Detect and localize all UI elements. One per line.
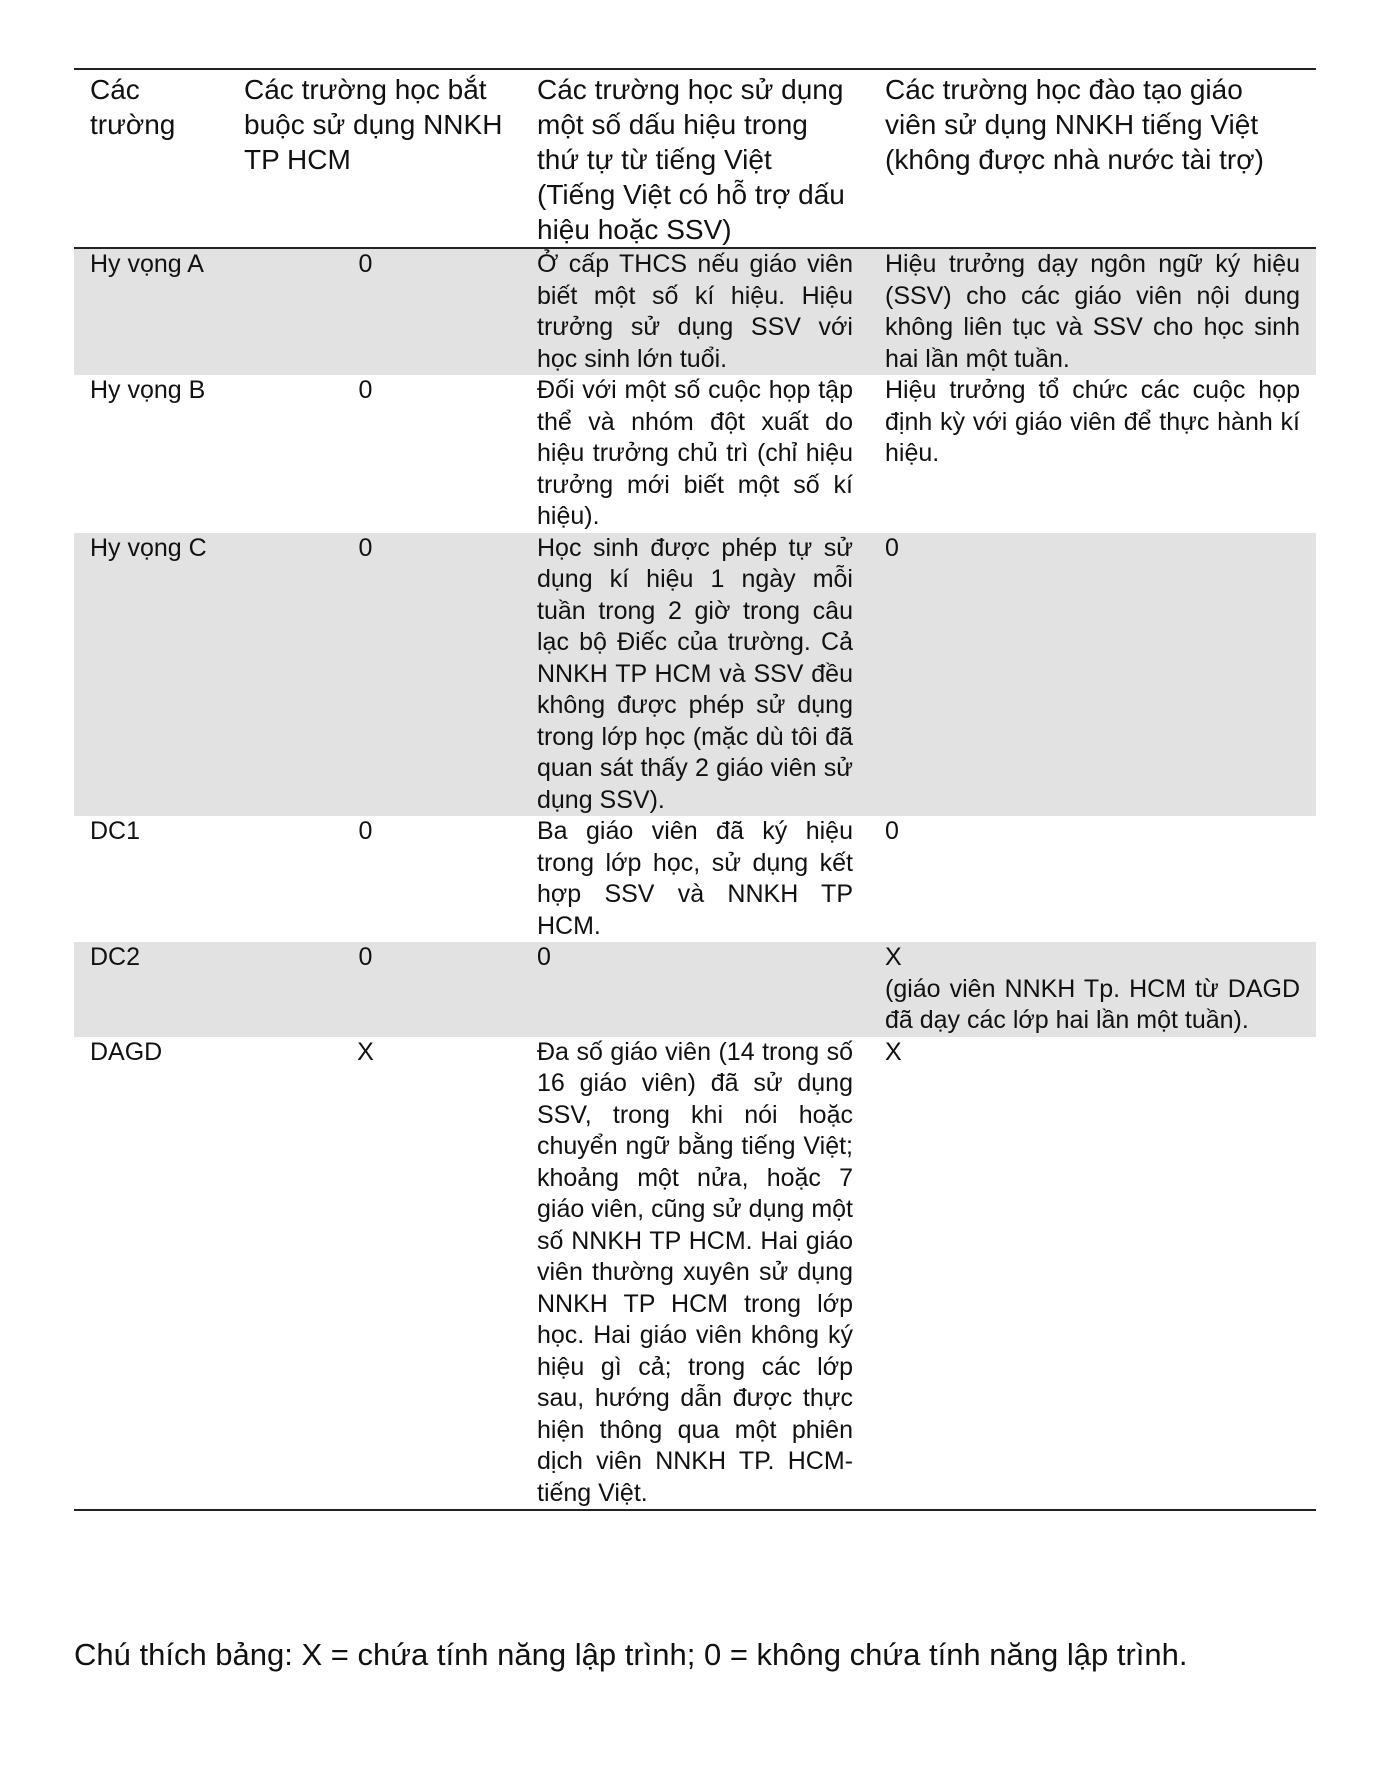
header-schools: Các trường — [90, 74, 176, 140]
table-row — [74, 375, 1316, 533]
schools-table — [74, 68, 1316, 1511]
table-caption: Chú thích bảng: X = chứa tính năng lập trình; 0 = không chứa tính năng lập trình. — [74, 1637, 1188, 1672]
cell-school: Hy vọng C — [74, 533, 228, 817]
cell-some-signs: Học sinh được phép tự sử dụng kí hiệu 1 ngày mỗi tuần trong 2 giờ trong câu lạc bộ Điếc của trường. Cả NNKH TP HCM và SSV đều không được phép sử dụng trong lớp học (mặc dù tôi đã quan sát thấy 2 giáo viên sử dụng SSV). — [521, 533, 869, 817]
cell-training-mark: X — [885, 943, 902, 971]
cell-training: Hiệu trưởng tổ chức các cuộc họp định kỳ với giáo viên để thực hành kí hiệu. — [885, 376, 1300, 467]
cell-mandatory: 0 — [228, 942, 521, 1037]
table-row — [74, 816, 1316, 942]
cell-mandatory: X — [357, 1037, 374, 1066]
cell-school: Hy vọng A — [74, 248, 228, 375]
cell-some-signs: Ba giáo viên đã ký hiệu trong lớp học, sử dụng kết hợp SSV và NNKH TP HCM. — [537, 817, 853, 940]
table-row — [74, 248, 1316, 375]
table-row — [74, 1037, 1316, 1511]
cell-mandatory: 0 — [358, 817, 373, 845]
header-mandatory: Các trường học bắt buộc sử dụng NNKH TP HCM — [244, 74, 503, 175]
cell-school: DC2 — [74, 942, 228, 1037]
cell-training: X — [885, 1037, 902, 1066]
table-row — [74, 533, 1316, 817]
cell-training — [869, 942, 1316, 1037]
cell-school: Hy vọng B — [90, 376, 206, 404]
cell-training: Hiệu trưởng dạy ngôn ngữ ký hiệu (SSV) cho các giáo viên nội dung không liên tục và SSV cho học sinh hai lần một tuần. — [869, 248, 1316, 375]
cell-training: 0 — [885, 817, 899, 845]
cell-some-signs: Đa số giáo viên (14 trong số 16 giáo viên) đã sử dụng SSV, trong khi nói hoặc chuyển ngữ bằng tiếng Việt; khoảng một nửa, hoặc 7 giáo viên, cũng sử dụng một số NNKH TP HCM. Hai giáo viên thường xuyên sử dụng NNKH TP HCM trong lớp học. Hai giáo viên không ký hiệu gì cả; trong các lớp sau, hướng dẫn được thực hiện thông qua một phiên dịch viên NNKH TP. HCM-tiếng Việt. — [537, 1037, 853, 1507]
cell-training-note: (giáo viên NNKH Tp. HCM từ DAGD đã dạy các lớp hai lần một tuần). — [885, 974, 1300, 1034]
cell-some-signs: 0 — [521, 942, 869, 1037]
cell-mandatory: 0 — [228, 533, 521, 817]
schools-table-container — [74, 68, 1316, 1511]
cell-mandatory: 0 — [228, 248, 521, 375]
table-header-row — [74, 69, 1316, 248]
cell-school: DAGD — [90, 1037, 163, 1066]
cell-some-signs: Đối với một số cuộc họp tập thể và nhóm đột xuất do hiệu trưởng chủ trì (chỉ hiệu trưởng mới biết một số kí hiệu). — [537, 376, 853, 530]
cell-some-signs: Ở cấp THCS nếu giáo viên biết một số kí hiệu. Hiệu trưởng sử dụng SSV với học sinh lớn tuổi. — [521, 248, 869, 375]
cell-mandatory: 0 — [358, 376, 373, 404]
cell-training: 0 — [869, 533, 1316, 817]
cell-school: DC1 — [90, 817, 141, 845]
header-some-signs: Các trường học sử dụng một số dấu hiệu trong thứ tự từ tiếng Việt (Tiếng Việt có hỗ trợ dấu hiệu hoặc SSV) — [537, 74, 845, 245]
header-teacher-training: Các trường học đào tạo giáo viên sử dụng NNKH tiếng Việt (không được nhà nước tài trợ) — [885, 74, 1264, 175]
table-row — [74, 942, 1316, 1037]
